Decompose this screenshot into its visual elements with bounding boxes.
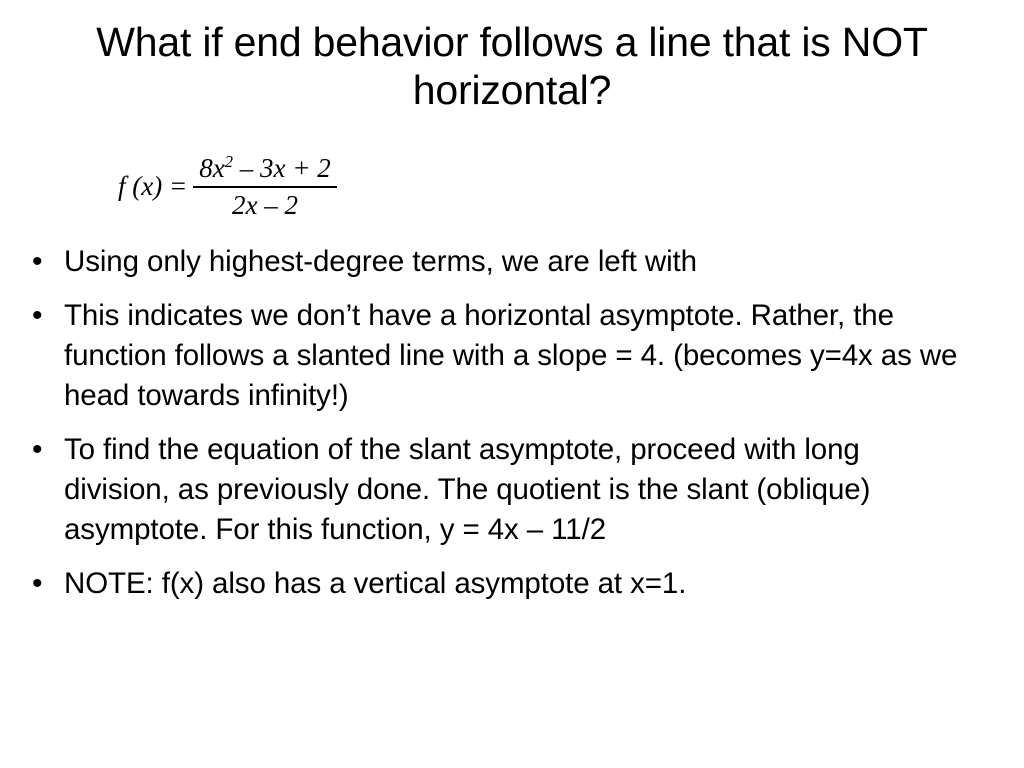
- bullet-marker-icon: •: [32, 567, 43, 600]
- bullet-list: [26, 242, 970, 618]
- formula-fraction: [193, 152, 337, 221]
- bullet-text: To find the equation of the slant asymptote, proceed with long division, as previously done. The quotient is the slant (oblique) asymptote. For this function, y = 4x – 11/2: [64, 433, 871, 546]
- bullet-text: This indicates we don’t have a horizontal asymptote. Rather, the function follows a slanted line with a slope = 4. (becomes y=4x as we head towards infinity!): [64, 299, 958, 412]
- bullet-text: Using only highest-degree terms, we are left with: [64, 245, 697, 278]
- formula-numerator: [193, 152, 337, 186]
- bullet-marker-icon: •: [32, 245, 43, 278]
- bullet-marker-icon: •: [32, 433, 43, 466]
- bullet-marker-icon: •: [32, 299, 43, 332]
- list-item: [26, 242, 970, 282]
- list-item: [26, 564, 970, 604]
- numerator-leading-term: 8x: [199, 153, 225, 183]
- list-item: [26, 430, 970, 550]
- formula-denominator: 2x – 2: [231, 190, 298, 220]
- rational-function-formula: [118, 152, 337, 221]
- list-item: [26, 296, 970, 416]
- numerator-rest: – 3x + 2: [233, 153, 331, 183]
- formula-left-hand-side: f (x) =: [118, 171, 188, 201]
- page-title: What if end behavior follows a line that is NOT horizontal?: [96, 19, 928, 114]
- numerator-exponent: 2: [224, 152, 234, 171]
- bullet-text: NOTE: f(x) also has a vertical asymptote at x=1.: [64, 567, 687, 600]
